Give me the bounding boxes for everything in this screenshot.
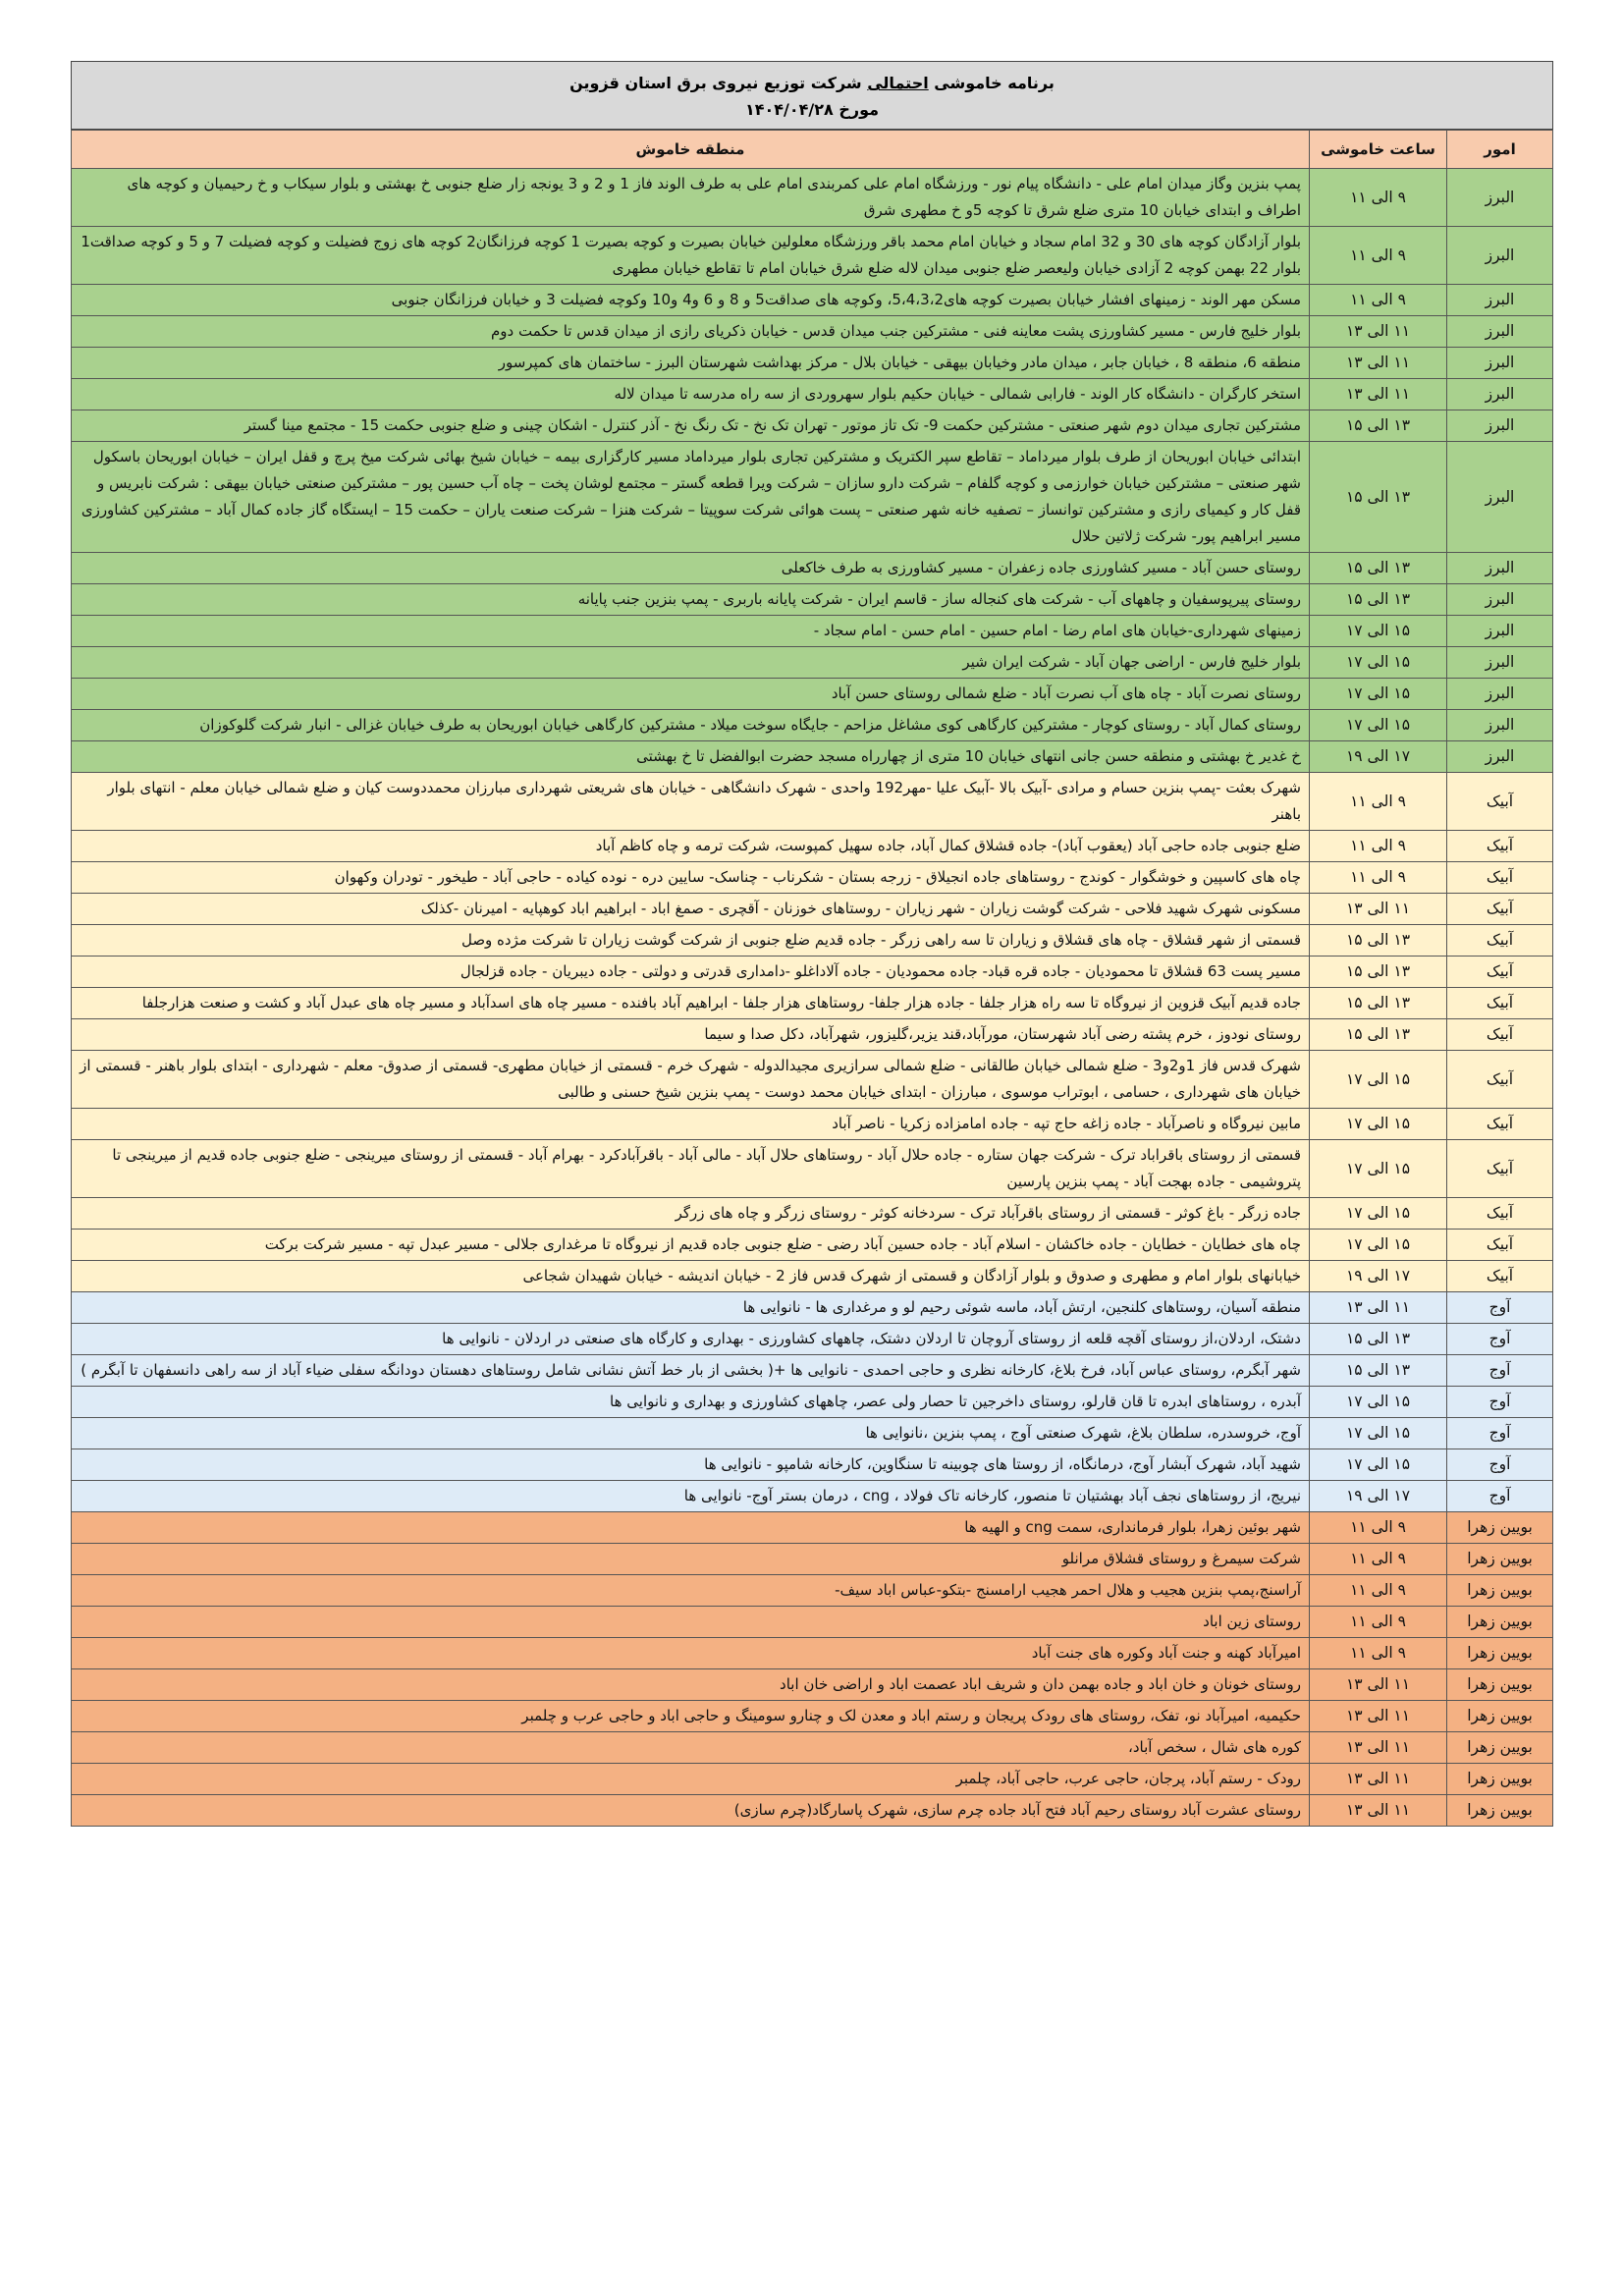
- table-row: [72, 831, 1553, 862]
- area-cell: مشترکین تجاری میدان دوم شهر صنعتی - مشترکین حکمت 9- تک تاز موتور - تهران تک نخ - تک رنگ نخ - آذر کنترل - اشکان چینی و ضلع جنوبی حکمت 15 - مجتمع مینا گستر: [72, 410, 1310, 442]
- table-row: [72, 1669, 1553, 1701]
- area-cell: بلوار آزادگان کوچه های 30 و 32 امام سجاد و خیابان امام محمد باقر ورزشگاه معلولین خیابان بصیرت و کوچه بصیرت 1 کوچه فرزانگان2 کوچه های زوج فضیلت و کوچه فضیلت 7 و 5 و کوچه صداقت1 بلوار 22 بهمن کوچه 2 آزادی خیابان ولیعصر ضلع جنوبی میدان لاله ضلع شرق خیابان امام تا تقاطع خیابان مطهری: [72, 227, 1310, 285]
- time-cell: ۹ الی ۱۱: [1310, 1575, 1447, 1607]
- document-date: [72, 96, 1552, 123]
- table-row: [72, 1732, 1553, 1764]
- table-row: [72, 442, 1553, 553]
- table-row: [72, 285, 1553, 316]
- area-cell: شهید آباد، شهرک آبشار آوج، درمانگاه، از روستا های چوبینه تا سنگاوین، کارخانه شامپو - نانوایی ها: [72, 1449, 1310, 1481]
- time-cell: ۹ الی ۱۱: [1310, 831, 1447, 862]
- table-row: [72, 1575, 1553, 1607]
- time-cell: ۱۱ الی ۱۳: [1310, 1795, 1447, 1827]
- dept-cell: البرز: [1447, 741, 1553, 773]
- time-cell: ۱۳ الی ۱۵: [1310, 410, 1447, 442]
- table-row: [72, 957, 1553, 988]
- time-cell: ۹ الی ۱۱: [1310, 1512, 1447, 1544]
- area-cell: خیابانهای بلوار امام و مطهری و صدوق و بلوار آزادگان و قسمتی از شهرک قدس فاز 2 - خیابان اندیشه - خیابان شهیدان شجاعی: [72, 1261, 1310, 1292]
- dept-cell: آوج: [1447, 1418, 1553, 1449]
- table-row: [72, 616, 1553, 647]
- dept-cell: آبیک: [1447, 1019, 1553, 1051]
- area-cell: امیرآباد کهنه و جنت آباد وکوره های جنت آباد: [72, 1638, 1310, 1669]
- time-cell: ۱۷ الی ۱۹: [1310, 1261, 1447, 1292]
- table-row: [72, 925, 1553, 957]
- table-row: [72, 710, 1553, 741]
- dept-cell: آبیک: [1447, 1140, 1553, 1198]
- table-row: [72, 169, 1553, 227]
- time-cell: ۱۵ الی ۱۷: [1310, 1140, 1447, 1198]
- dept-cell: آبیک: [1447, 1230, 1553, 1261]
- dept-cell: بویین زهرا: [1447, 1638, 1553, 1669]
- dept-cell: البرز: [1447, 316, 1553, 348]
- dept-cell: آوج: [1447, 1292, 1553, 1324]
- area-cell: شرکت سیمرغ و روستای قشلاق مرانلو: [72, 1544, 1310, 1575]
- table-row: [72, 1387, 1553, 1418]
- table-row: [72, 1324, 1553, 1355]
- time-cell: ۱۵ الی ۱۷: [1310, 1051, 1447, 1109]
- dept-cell: آبیک: [1447, 1198, 1553, 1230]
- dept-cell: آبیک: [1447, 925, 1553, 957]
- table-row: [72, 1512, 1553, 1544]
- dept-cell: البرز: [1447, 584, 1553, 616]
- area-cell: مابین نیروگاه و ناصرآباد - جاده زاغه حاج تپه - جاده امامزاده زکریا - ناصر آباد: [72, 1109, 1310, 1140]
- table-row: [72, 1019, 1553, 1051]
- area-cell: خ غدیر خ بهشتی و منطقه حسن جانی انتهای خیابان 10 متری از چهارراه مسجد حضرت ابوالفضل تا خ بهشتی: [72, 741, 1310, 773]
- time-cell: ۱۱ الی ۱۳: [1310, 1701, 1447, 1732]
- time-cell: ۱۵ الی ۱۷: [1310, 1198, 1447, 1230]
- area-cell: شهر بوئین زهرا، بلوار فرمانداری، سمت cng و الهیه ها: [72, 1512, 1310, 1544]
- dept-cell: بویین زهرا: [1447, 1669, 1553, 1701]
- time-cell: ۱۵ الی ۱۷: [1310, 710, 1447, 741]
- dept-cell: البرز: [1447, 348, 1553, 379]
- dept-cell: آبیک: [1447, 957, 1553, 988]
- table-row: [72, 862, 1553, 894]
- dept-cell: البرز: [1447, 710, 1553, 741]
- time-cell: ۱۱ الی ۱۳: [1310, 1732, 1447, 1764]
- area-cell: شهرک قدس فاز 1و2و3 - ضلع شمالی خیابان طالقانی - ضلع شمالی سرازیری مجیدالدوله - شهرک خرم - قسمتی از خیابان مطهری- قسمتی از صدوق- معلم - شهرداری - ابتدای بلوار باهنر - قسمتی از خیابان های شهرداری ، حسامی ، ابوتراب موسوی ، مبارزان - ابتدای خیابان محمد دوست - پمپ بنزین شیخ حسنی و طالبی: [72, 1051, 1310, 1109]
- time-cell: ۱۱ الی ۱۳: [1310, 1669, 1447, 1701]
- table-row: [72, 1198, 1553, 1230]
- time-cell: ۱۵ الی ۱۷: [1310, 1449, 1447, 1481]
- dept-cell: آبیک: [1447, 862, 1553, 894]
- dept-cell: البرز: [1447, 647, 1553, 679]
- dept-cell: آوج: [1447, 1355, 1553, 1387]
- time-cell: ۹ الی ۱۱: [1310, 862, 1447, 894]
- dept-cell: بویین زهرا: [1447, 1764, 1553, 1795]
- area-cell: روستای کمال آباد - روستای کوچار - مشترکین کارگاهی کوی مشاغل مزاحم - جایگاه سوخت میلاد - مشترکین کارگاهی خیابان ابوریحان به طرف خیابان غزالی - انبار شرکت گلوکوزان: [72, 710, 1310, 741]
- outage-table: [71, 130, 1553, 1827]
- table-row: [72, 1701, 1553, 1732]
- time-cell: ۱۳ الی ۱۵: [1310, 1019, 1447, 1051]
- area-cell: روستای عشرت آباد روستای رحیم آباد فتح آباد جاده چرم سازی، شهرک پاسارگاد(چرم سازی): [72, 1795, 1310, 1827]
- table-row: [72, 348, 1553, 379]
- header-area: منطقه خاموش: [72, 131, 1310, 169]
- time-cell: ۹ الی ۱۱: [1310, 1544, 1447, 1575]
- dept-cell: آبیک: [1447, 773, 1553, 831]
- area-cell: بلوار خلیج فارس - مسیر کشاورزی پشت معاینه فنی - مشترکین جنب میدان قدس - خیابان ذکریای رازی از میدان قدس تا حکمت دوم: [72, 316, 1310, 348]
- time-cell: ۱۳ الی ۱۵: [1310, 988, 1447, 1019]
- time-cell: ۱۵ الی ۱۷: [1310, 1387, 1447, 1418]
- table-row: [72, 1140, 1553, 1198]
- area-cell: آوج، خروسدره، سلطان بلاغ، شهرک صنعتی آوج ، پمپ بنزین ،نانوایی ها: [72, 1418, 1310, 1449]
- time-cell: ۱۳ الی ۱۵: [1310, 442, 1447, 553]
- time-cell: ۱۵ الی ۱۷: [1310, 679, 1447, 710]
- time-cell: ۹ الی ۱۱: [1310, 1638, 1447, 1669]
- dept-cell: بویین زهرا: [1447, 1732, 1553, 1764]
- time-cell: ۱۵ الی ۱۷: [1310, 616, 1447, 647]
- area-cell: استخر کارگران - دانشگاه کار الوند - فارابی شمالی - خیابان حکیم بلوار سهروردی از سه راه مدرسه تا میدان لاله: [72, 379, 1310, 410]
- time-cell: ۱۳ الی ۱۵: [1310, 1324, 1447, 1355]
- dept-cell: آبیک: [1447, 831, 1553, 862]
- area-cell: آراسنج،پمپ بنزین هجیب و هلال احمر هجیب ارامسنج -بتکو-عباس اباد سیف-: [72, 1575, 1310, 1607]
- outage-schedule-sheet: [71, 61, 1553, 1827]
- date-label: مورخ: [839, 100, 880, 119]
- area-cell: منطقه آسیان، روستاهای کلنجین، ارتش آباد، ماسه شوئی رحیم لو و مرغداری ها - نانوایی ها: [72, 1292, 1310, 1324]
- time-cell: ۱۵ الی ۱۷: [1310, 1230, 1447, 1261]
- table-row: [72, 379, 1553, 410]
- area-cell: جاده زرگر - باغ کوثر - قسمتی از روستای باقرآباد ترک - سردخانه کوثر - روستای زرگر و چاه های زرگر: [72, 1198, 1310, 1230]
- area-cell: شهر آبگرم، روستای عباس آباد، فرخ بلاغ، کارخانه نظری و حاجی احمدی - نانوایی ها +( بخشی از بار خط آتش نشانی شامل روستاهای دهستان دودانگه سفلی ضیاء آباد از سه راهی دانسفهان تا آبگرم ): [72, 1355, 1310, 1387]
- dept-cell: البرز: [1447, 379, 1553, 410]
- area-cell: شهرک بعثت -پمپ بنزین حسام و مرادی -آبیک بالا -آبیک علیا -مهر192 واحدی - شهرک دانشگاهی - خیابان های شریعتی شهرداری مبارزان محمددوست کیان و ضلع شمالی خیابان معلم - انتهای بلوار باهنر: [72, 773, 1310, 831]
- time-cell: ۱۳ الی ۱۵: [1310, 957, 1447, 988]
- area-cell: منطقه 6، منطقه 8 ، خیابان جابر ، میدان مادر وخیابان بیهقی - خیابان بلال - مرکز بهداشت شهرستان البرز - ساختمان های کمپرسور: [72, 348, 1310, 379]
- table-row: [72, 1418, 1553, 1449]
- dept-cell: البرز: [1447, 616, 1553, 647]
- title-block: [71, 61, 1553, 130]
- time-cell: ۱۵ الی ۱۷: [1310, 1418, 1447, 1449]
- time-cell: ۱۱ الی ۱۳: [1310, 894, 1447, 925]
- time-cell: ۱۳ الی ۱۵: [1310, 584, 1447, 616]
- table-row: [72, 988, 1553, 1019]
- area-cell: روستای خونان و خان اباد و جاده بهمن دان و شریف اباد عصمت اباد و اراضی خان اباد: [72, 1669, 1310, 1701]
- table-row: [72, 679, 1553, 710]
- title-suffix: شرکت توزیع نیروی برق استان قزوین: [569, 74, 862, 92]
- table-row: [72, 316, 1553, 348]
- table-row: [72, 227, 1553, 285]
- dept-cell: بویین زهرا: [1447, 1701, 1553, 1732]
- time-cell: ۹ الی ۱۱: [1310, 1607, 1447, 1638]
- time-cell: ۱۱ الی ۱۳: [1310, 316, 1447, 348]
- dept-cell: البرز: [1447, 169, 1553, 227]
- area-cell: قسمتی از شهر قشلاق - چاه های قشلاق و زیاران تا سه راهی زرگر - جاده قدیم ضلع جنوبی از شرکت گوشت زیاران تا شرکت مژده وصل: [72, 925, 1310, 957]
- table-row: [72, 1292, 1553, 1324]
- table-row: [72, 1230, 1553, 1261]
- dept-cell: بویین زهرا: [1447, 1575, 1553, 1607]
- time-cell: ۱۷ الی ۱۹: [1310, 741, 1447, 773]
- time-cell: ۱۵ الی ۱۷: [1310, 1109, 1447, 1140]
- dept-cell: البرز: [1447, 227, 1553, 285]
- dept-cell: البرز: [1447, 285, 1553, 316]
- area-cell: پمپ بنزین وگاز میدان امام علی - دانشگاه پیام نور - ورزشگاه امام علی کمربندی امام علی به طرف الوند فاز 1 و 2 و 3 یونجه زار ضلع جنوبی خ بهشتی و بلوار سیکاب و خ رحیمیان و کوچه های اطراف و ابتدای خیابان 10 متری ضلع شرق تا کوچه 5و خ مطهری شرق: [72, 169, 1310, 227]
- document-title: [72, 70, 1552, 96]
- table-row: [72, 1261, 1553, 1292]
- dept-cell: بویین زهرا: [1447, 1795, 1553, 1827]
- table-row: [72, 741, 1553, 773]
- header-time: ساعت خاموشی: [1310, 131, 1447, 169]
- dept-cell: بویین زهرا: [1447, 1607, 1553, 1638]
- area-cell: زمینهای شهرداری-خیابان های امام رضا - امام حسین - امام حسن - امام سجاد -: [72, 616, 1310, 647]
- time-cell: ۹ الی ۱۱: [1310, 773, 1447, 831]
- area-cell: آبدره ، روستاهای ابدره تا قان قارلو، روستای داخرجین تا حصار ولی عصر، چاههای کشاورزی و بهداری و نانوایی ها: [72, 1387, 1310, 1418]
- area-cell: روستای زین اباد: [72, 1607, 1310, 1638]
- area-cell: دشتک، اردلان،از روستای آقچه قلعه از روستای آروچان تا اردلان دشتک، چاههای کشاورزی - بهداری و کارگاه های صنعتی در اردلان - نانوایی ها: [72, 1324, 1310, 1355]
- dept-cell: البرز: [1447, 553, 1553, 584]
- area-cell: روستای حسن آباد - مسیر کشاورزی جاده زعفران - مسیر کشاورزی به طرف خاکعلی: [72, 553, 1310, 584]
- dept-cell: آبیک: [1447, 894, 1553, 925]
- dept-cell: آوج: [1447, 1449, 1553, 1481]
- table-row: [72, 410, 1553, 442]
- dept-cell: البرز: [1447, 679, 1553, 710]
- dept-cell: آوج: [1447, 1387, 1553, 1418]
- table-row: [72, 1355, 1553, 1387]
- table-row: [72, 773, 1553, 831]
- time-cell: ۱۳ الی ۱۵: [1310, 925, 1447, 957]
- table-row: [72, 1109, 1553, 1140]
- time-cell: ۹ الی ۱۱: [1310, 169, 1447, 227]
- area-cell: قسمتی از روستای باقراباد ترک - شرکت جهان ستاره - جاده حلال آباد - روستاهای حلال آباد - مالی آباد - باقرآبادکرد - بهرام آباد - قسمتی از روستای میرینجی - ضلع جنوبی جاده قدیم از میرینجی تا پتروشیمی - جاده بهجت آباد - پمپ بنزین پارسین: [72, 1140, 1310, 1198]
- area-cell: چاه های کاسپین و خوشگوار - کوندج - روستاهای جاده انجیلاق - زرجه بستان - شکرناب - چناسک- سایین دره - نوده کیاده - حاجی آباد - طیخور - تودران وکهوان: [72, 862, 1310, 894]
- area-cell: جاده قدیم آبیک قزوین از نیروگاه تا سه راه هزار جلفا - جاده هزار جلفا- روستاهای هزار جلفا - ابراهیم آباد بافنده - مسیر چاه های اسدآباد و مسیر چاه های عبدل آباد و کشت و صنعت هزارجلفا: [72, 988, 1310, 1019]
- date-value: ۱۴۰۴/۰۴/۲۸: [744, 100, 834, 119]
- dept-cell: آبیک: [1447, 1261, 1553, 1292]
- area-cell: روستای نصرت آباد - چاه های آب نصرت آباد - ضلع شمالی روستای حسن آباد: [72, 679, 1310, 710]
- table-row: [72, 1607, 1553, 1638]
- time-cell: ۱۷ الی ۱۹: [1310, 1481, 1447, 1512]
- table-row: [72, 553, 1553, 584]
- table-header-row: [72, 131, 1553, 169]
- time-cell: ۱۳ الی ۱۵: [1310, 553, 1447, 584]
- area-cell: مسکن مهر الوند - زمینهای افشار خیابان بصیرت کوچه های5،4،3،2، وکوچه های صداقت5 و 8 و 6 و4 و10 وکوچه فضیلت 3 و خیابان فرزانگان جنوبی: [72, 285, 1310, 316]
- title-prefix: برنامه خاموشی: [934, 74, 1055, 92]
- area-cell: ضلع جنوبی جاده حاجی آباد (یعقوب آباد)- جاده قشلاق کمال آباد، جاده سهیل کمپوست، شرکت ترمه و چاه کاظم آباد: [72, 831, 1310, 862]
- area-cell: رودک - رستم آباد، پرجان، حاجی عرب، حاجی آباد، چلمبر: [72, 1764, 1310, 1795]
- time-cell: ۱۵ الی ۱۷: [1310, 647, 1447, 679]
- area-cell: نیریج، از روستاهای نجف آباد بهشتیان تا منصور، کارخانه تاک فولاد ، cng ، درمان بستر آوج- نانوایی ها: [72, 1481, 1310, 1512]
- time-cell: ۹ الی ۱۱: [1310, 227, 1447, 285]
- area-cell: بلوار خلیج فارس - اراضی جهان آباد - شرکت ایران شیر: [72, 647, 1310, 679]
- time-cell: ۱۱ الی ۱۳: [1310, 1764, 1447, 1795]
- table-row: [72, 894, 1553, 925]
- table-body: [72, 169, 1553, 1827]
- area-cell: مسیر پست 63 قشلاق تا محمودیان - جاده قره قباد- جاده محمودیان - جاده آلاداغلو -دامداری قدرتی و دولتی - جاده دیبریان - جاده قزلجال: [72, 957, 1310, 988]
- time-cell: ۱۱ الی ۱۳: [1310, 379, 1447, 410]
- dept-cell: البرز: [1447, 410, 1553, 442]
- time-cell: ۱۳ الی ۱۵: [1310, 1355, 1447, 1387]
- dept-cell: البرز: [1447, 442, 1553, 553]
- time-cell: ۹ الی ۱۱: [1310, 285, 1447, 316]
- table-row: [72, 647, 1553, 679]
- area-cell: ابتدائی خیابان ابوریحان از طرف بلوار میرداماد – تقاطع سپر الکتریک و مشترکین تجاری بلوار میرداماد مسیر کارگزاری بیمه – خیابان شیخ بهائی شرکت میخ پرچ و قفل ایران – خیابان ابوریحان باسکول شهر صنعتی – مشترکین خیابان خوارزمی و کوچه گلفام – شرکت دارو سازان – شرکت ویرا قطعه گستر – مجتمع لوشان پخت – چاه آب حسین پور – مشترکین صنعتی خیابان بیهقی : شرکت نابریس و قفل کار و کیمیای رازی و مشترکین توانساز – تصفیه خانه شهر صنعتی – پست هوائی شرکت سوپیتا – شرکت هنزا – شرکت صنعت یاران – حکمت 15 – ایستگاه گاز جاده کمال آباد – مشترکین کشاورزی مسیر ابراهیم پور- شرکت ژلاتین حلال: [72, 442, 1310, 553]
- dept-cell: آوج: [1447, 1324, 1553, 1355]
- table-row: [72, 1481, 1553, 1512]
- title-highlight: احتمالی: [867, 74, 929, 92]
- area-cell: چاه های خطایان - خطایان - جاده خاکشان - اسلام آباد - جاده حسین آباد رضی - ضلع جنوبی جاده قدیم از نیروگاه تا مرغداری جلالی - مسیر عبدل تپه - مسیر شرکت برکت: [72, 1230, 1310, 1261]
- table-row: [72, 1449, 1553, 1481]
- area-cell: روستای نودوز ، خرم پشته رضی آباد شهرستان، مورآباد،قند یزیر،گلیزور، شهرآباد، دکل صدا و سیما: [72, 1019, 1310, 1051]
- area-cell: روستای پیرپوسفیان و چاههای آب - شرکت های کنجاله ساز - قاسم ایران - شرکت پایانه باربری - پمپ بنزین جنب پایانه: [72, 584, 1310, 616]
- dept-cell: آبیک: [1447, 1051, 1553, 1109]
- dept-cell: آبیک: [1447, 988, 1553, 1019]
- table-row: [72, 1638, 1553, 1669]
- dept-cell: آبیک: [1447, 1109, 1553, 1140]
- area-cell: حکیمیه، امیرآباد نو، تفک، روستای های رودک پریجان و رستم اباد و معدن لک و چنارو سومینگ و حاجی اباد و حاجی عرب و چلمبر: [72, 1701, 1310, 1732]
- table-row: [72, 1764, 1553, 1795]
- table-row: [72, 1795, 1553, 1827]
- area-cell: مسکونی شهرک شهید فلاحی - شرکت گوشت زیاران - شهر زیاران - روستاهای خوزنان - آقچری - صمغ اباد - ابراهیم اباد کوهپایه - امیرنان -کذلک: [72, 894, 1310, 925]
- time-cell: ۱۱ الی ۱۳: [1310, 348, 1447, 379]
- time-cell: ۱۱ الی ۱۳: [1310, 1292, 1447, 1324]
- dept-cell: آوج: [1447, 1481, 1553, 1512]
- area-cell: کوره های شال ، سخص آباد،: [72, 1732, 1310, 1764]
- table-row: [72, 1544, 1553, 1575]
- table-row: [72, 1051, 1553, 1109]
- header-dept: امور: [1447, 131, 1553, 169]
- dept-cell: بویین زهرا: [1447, 1544, 1553, 1575]
- table-row: [72, 584, 1553, 616]
- dept-cell: بویین زهرا: [1447, 1512, 1553, 1544]
